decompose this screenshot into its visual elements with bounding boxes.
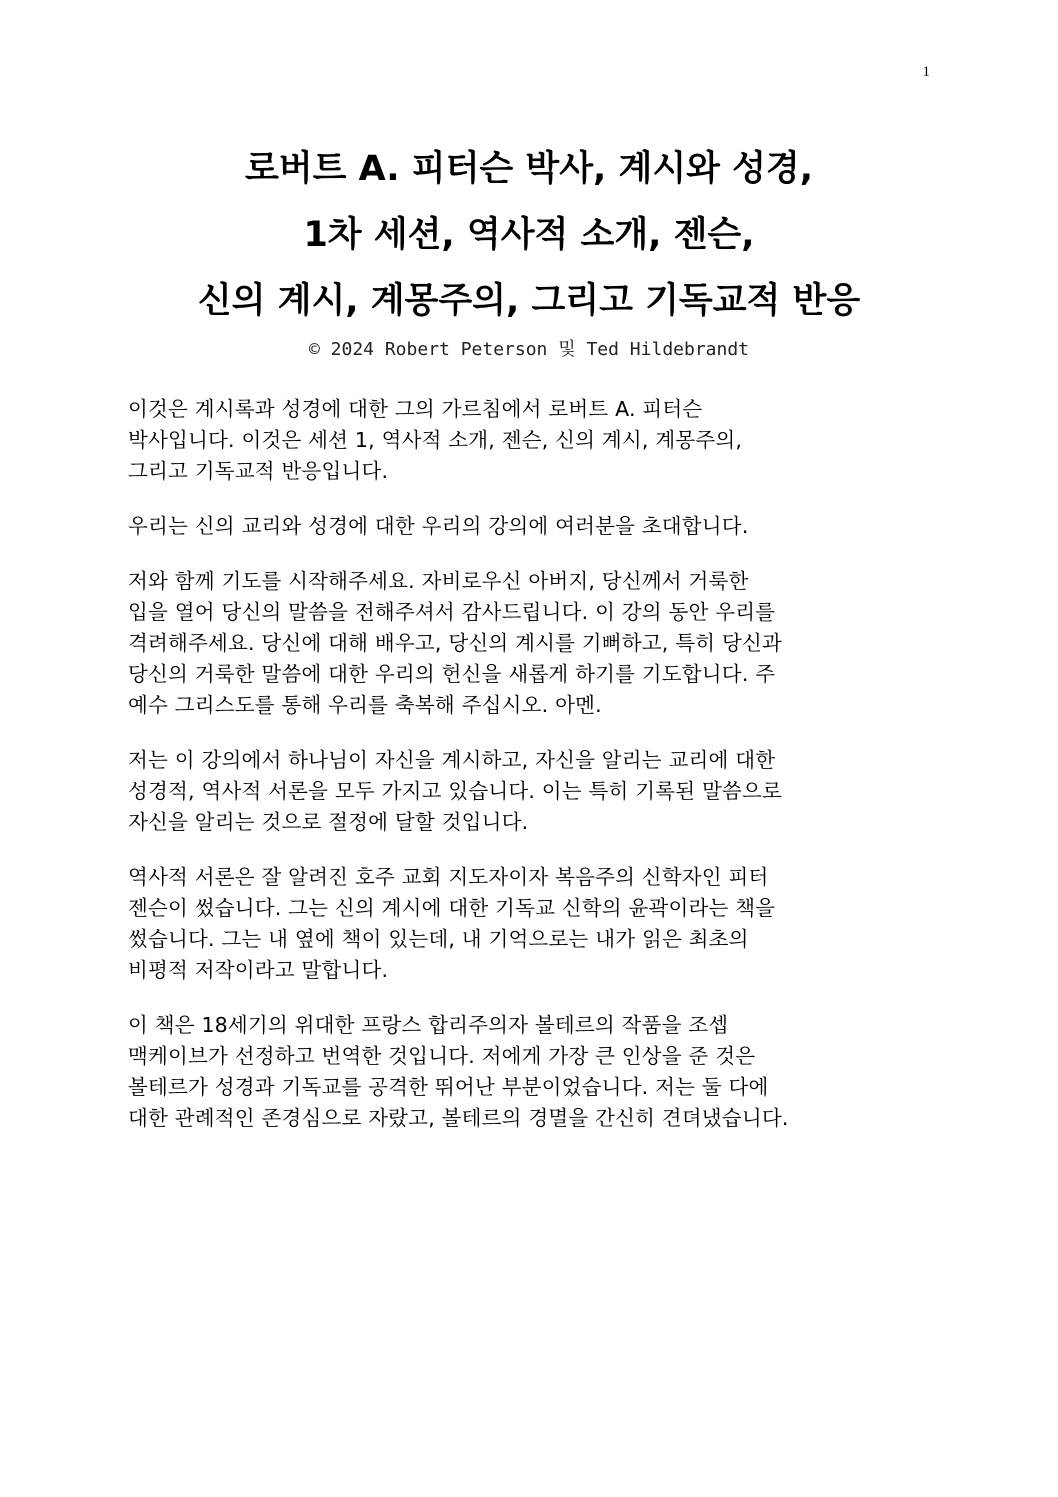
- text-line: 격려해주세요. 당신에 대해 배우고, 당신의 계시를 기뻐하고, 특히 당신과: [128, 631, 782, 655]
- paragraph: [128, 1010, 928, 1134]
- page-number: 1: [922, 64, 930, 80]
- text-line: 젠슨이 썼습니다. 그는 신의 계시에 대한 기독교 신학의 윤곽이라는 책을: [128, 896, 776, 920]
- copyright-notice: © 2024 Robert Peterson 및 Ted Hildebrandt: [308, 339, 750, 360]
- text-line: 자신을 알리는 것으로 절정에 달할 것입니다.: [128, 810, 529, 834]
- text-line: 박사입니다. 이것은 세션 1, 역사적 소개, 젠슨, 신의 계시, 계몽주의,: [128, 428, 743, 452]
- text-line: 볼테르가 성경과 기독교를 공격한 뛰어난 부분이었습니다. 저는 둘 다에: [128, 1075, 769, 1099]
- text-line: 저와 함께 기도를 시작해주세요. 자비로우신 아버지, 당신께서 거룩한: [128, 569, 749, 593]
- text-line: 비평적 저작이라고 말합니다.: [128, 958, 389, 982]
- text-line: 역사적 서론은 잘 알려진 호주 교회 지도자이자 복음주의 신학자인 피터: [128, 865, 769, 889]
- body-text: [128, 394, 928, 1158]
- text-line: 그리고 기독교적 반응입니다.: [128, 459, 389, 483]
- title-line-1: 로버트 A. 피터슨 박사, 계시와 성경,: [244, 149, 814, 189]
- text-line: 맥케이브가 선정하고 번역한 것입니다. 저에게 가장 큰 인상을 준 것은: [128, 1044, 756, 1068]
- text-line: 우리는 신의 교리와 성경에 대한 우리의 강의에 여러분을 초대합니다.: [128, 514, 749, 538]
- paragraph: [128, 862, 928, 986]
- paragraph: [128, 511, 928, 542]
- text-line: 이 책은 18세기의 위대한 프랑스 합리주의자 볼테르의 작품을 조셉: [128, 1013, 729, 1037]
- paragraph: [128, 566, 928, 721]
- text-line: 성경적, 역사적 서론을 모두 가지고 있습니다. 이는 특히 기록된 말씀으로: [128, 779, 782, 803]
- text-line: 저는 이 강의에서 하나님이 자신을 계시하고, 자신을 알리는 교리에 대한: [128, 748, 776, 772]
- text-line: 입을 열어 당신의 말씀을 전해주셔서 감사드립니다. 이 강의 동안 우리를: [128, 600, 776, 624]
- text-line: 당신의 거룩한 말씀에 대한 우리의 헌신을 새롭게 하기를 기도합니다. 주: [128, 662, 776, 686]
- title-line-2: 1차 세션, 역사적 소개, 젠슨,: [303, 215, 755, 255]
- paragraph: [128, 745, 928, 838]
- paragraph: [128, 394, 928, 487]
- title-line-3: 신의 계시, 계몽주의, 그리고 기독교적 반응: [197, 281, 861, 321]
- text-line: 예수 그리스도를 통해 우리를 축복해 주십시오. 아멘.: [128, 693, 602, 717]
- text-line: 썼습니다. 그는 내 옆에 책이 있는데, 내 기억으로는 내가 읽은 최초의: [128, 927, 749, 951]
- title-block: [0, 136, 1058, 362]
- text-line: 대한 관례적인 존경심으로 자랐고, 볼테르의 경멸을 간신히 견뎌냈습니다.: [128, 1106, 789, 1130]
- text-line: 이것은 계시록과 성경에 대한 그의 가르침에서 로버트 A. 피터슨: [128, 397, 703, 421]
